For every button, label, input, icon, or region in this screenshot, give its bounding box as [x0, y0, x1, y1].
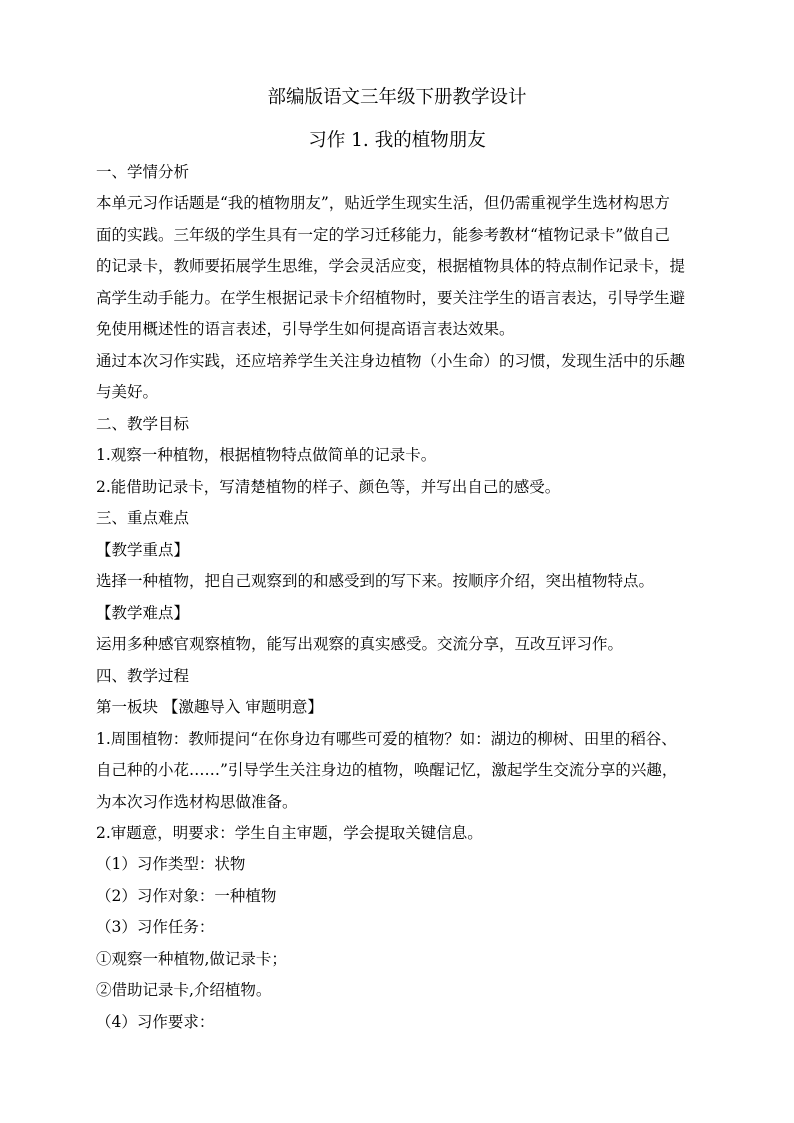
- list-item: （4）习作要求：: [96, 1013, 215, 1031]
- list-item: （2）习作对象：一种植物: [96, 887, 277, 905]
- document-subtitle: 习作 1. 我的植物朋友: [308, 130, 486, 151]
- section-heading-process: 四、教学过程: [96, 667, 190, 685]
- paragraph-line: 通过本次习作实践，还应培养学生关注身边植物（小生命）的习惯，发现生活中的乐趣: [96, 352, 686, 370]
- goal-item: 1.观察一种植物，根据植物特点做简单的记录卡。: [96, 446, 437, 464]
- paragraph-line: 本单元习作话题是“我的植物朋友”，贴近学生现实生活，但仍需重视学生选材构思方: [96, 194, 670, 212]
- document-title: 部编版语文三年级下册教学设计: [267, 87, 527, 108]
- section-heading-key-points: 三、重点难点: [96, 509, 190, 527]
- section-heading-analysis: 一、学情分析: [96, 163, 190, 181]
- paragraph-line: 与美好。: [96, 383, 159, 401]
- paragraph-line: 选择一种植物，把自己观察到的和感受到的写下来。按顺序介绍，突出植物特点。: [96, 572, 655, 590]
- paragraph-line: 自己种的小花……”引导学生关注身边的植物，唤醒记忆，激起学生交流分享的兴趣，: [96, 761, 678, 779]
- paragraph-line: 面的实践。三年级的学生具有一定的学习迁移能力，能参考教材“植物记录卡”做自己: [96, 226, 670, 244]
- paragraph-line: 运用多种感官观察植物，能写出观察的真实感受。交流分享，互改互评习作。: [96, 635, 624, 653]
- list-item: ①观察一种植物,做记录卡；: [96, 950, 287, 968]
- subheading-key-point: 【教学重点】: [96, 541, 190, 559]
- list-item: （3）习作任务：: [96, 918, 215, 936]
- paragraph-line: 免使用概述性的语言表述，引导学生如何提高语言表达效果。: [96, 320, 515, 338]
- paragraph-line: 的记录卡，教师要拓展学生思维，学会灵活应变，根据植物具体的特点制作记录卡，提: [96, 257, 686, 275]
- paragraph-line: 1.周围植物：教师提问“在你身边有哪些可爱的植物？如：湖边的柳树、田里的稻谷、: [96, 730, 677, 748]
- goal-item: 2.能借助记录卡，写清楚植物的样子、颜色等，并写出自己的感受。: [96, 478, 561, 496]
- paragraph-line: 为本次习作选材构思做准备。: [96, 793, 298, 811]
- paragraph-line: 高学生动手能力。在学生根据记录卡介绍植物时，要关注学生的语言表达，引导学生避: [96, 289, 686, 307]
- subheading-difficulty: 【教学难点】: [96, 604, 190, 622]
- block-heading: 第一板块 【激趣导入 审题明意】: [96, 698, 323, 716]
- paragraph-line: 2.审题意，明要求：学生自主审题，学会提取关键信息。: [96, 824, 483, 842]
- list-item: ②借助记录卡,介绍植物。: [96, 981, 272, 999]
- list-item: （1）习作类型：状物: [96, 855, 246, 873]
- section-heading-goals: 二、教学目标: [96, 415, 190, 433]
